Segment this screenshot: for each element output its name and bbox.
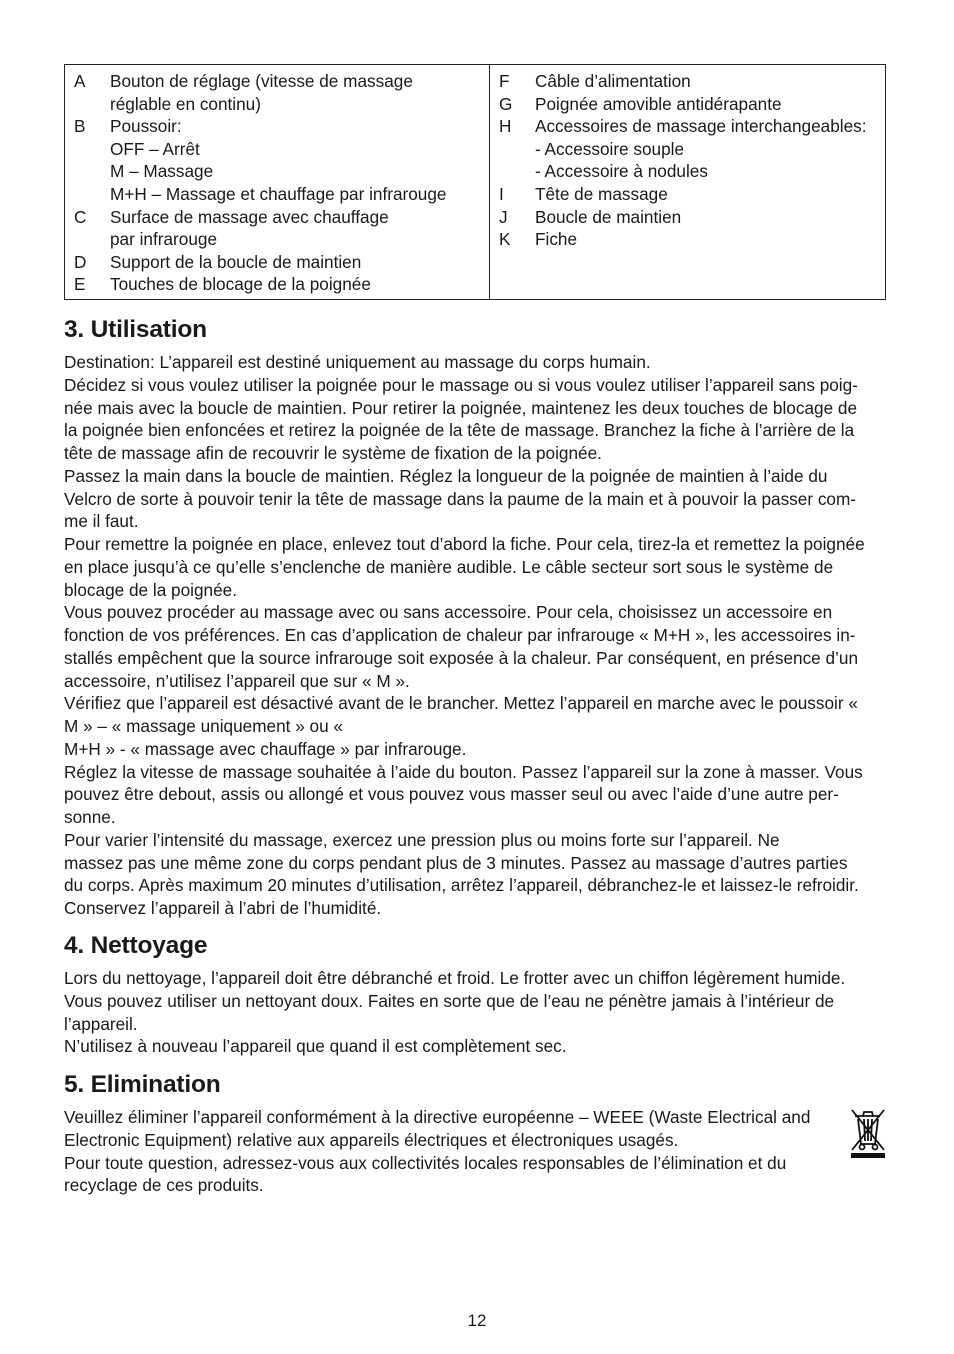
text-line: Pour remettre la poignée en place, enlevez tout d’abord la fiche. Pour cela, tirez-la et remettez la poignée: [64, 534, 865, 554]
text-line: Vérifiez que l’appareil est désactivé avant de le brancher. Mettez l’appareil en marche avec le poussoir «: [64, 693, 858, 714]
parts-item-text: Bouton de réglage (vitesse de massage: [110, 71, 413, 91]
parts-item-letter: A: [74, 71, 86, 91]
text-line: tête de massage afin de recouvrir le système de fixation de la poignée.: [64, 443, 602, 463]
parts-item-text: M – Massage: [110, 161, 214, 182]
section-title-utilisation: 3. Utilisation: [64, 316, 207, 343]
elimination-text: [64, 1106, 834, 1197]
section-title-elimination: 5. Elimination: [64, 1071, 221, 1098]
parts-item-letter: B: [74, 116, 86, 137]
page-number: 12: [467, 1311, 487, 1330]
text-line: Pour toute question, adressez-vous aux collectivités locales responsables de l’élimination et du: [64, 1152, 787, 1173]
text-line: Veuillez éliminer l’appareil conformément à la directive européenne – WEEE (Waste Electrical and: [64, 1107, 811, 1127]
crossed-out-wheelie-bin-icon: [849, 1107, 887, 1159]
text-line: Velcro de sorte à pouvoir tenir la tête de massage dans la paume de la main et à pouvoir la passer com-: [64, 488, 857, 509]
parts-item-letter: I: [499, 183, 504, 204]
parts-item: [74, 273, 481, 296]
parts-item-text: Câble d’alimentation: [535, 71, 691, 91]
parts-item: [74, 70, 481, 115]
nettoyage-text: [64, 967, 890, 1058]
text-line: Décidez si vous voulez utiliser la poignée pour le massage ou si vous voulez utiliser l’appareil sans poig-: [64, 374, 858, 395]
parts-item: [499, 115, 877, 183]
text-line: Pour varier l’intensité du massage, exercez une pression plus ou moins forte sur l’appareil. Ne: [64, 829, 780, 850]
text-line: Lors du nettoyage, l’appareil doit être débranché et froid. Le frotter avec un chiffon légèrement humide.: [64, 968, 846, 988]
text-line: N’utilisez à nouveau l’appareil que quand il est complètement sec.: [64, 1036, 567, 1057]
text-line: du corps. Après maximum 20 minutes d’utilisation, arrêtez l’appareil, débranchez-le et laissez-le refroidir.: [64, 875, 859, 896]
parts-item-letter: C: [74, 206, 87, 227]
text-line: Conservez l’appareil à l’abri de l’humidité.: [64, 898, 382, 918]
parts-item-text: - Accessoire souple: [535, 138, 685, 159]
text-line: Destination: L’appareil est destiné uniquement au massage du corps humain.: [64, 352, 651, 372]
parts-item-text: Fiche: [535, 229, 578, 250]
parts-item-letter: K: [499, 229, 511, 250]
parts-item-text: Poussoir:: [110, 116, 182, 137]
parts-item-text: - Accessoire à nodules: [535, 161, 708, 182]
parts-item-letter: J: [499, 206, 508, 227]
text-line: M » – « massage uniquement » ou «: [64, 716, 343, 736]
text-line: blocage de la poignée.: [64, 579, 237, 600]
parts-item-text: par infrarouge: [110, 229, 218, 250]
parts-item-text: Poignée amovible antidérapante: [535, 93, 782, 114]
text-line: sonne.: [64, 807, 116, 827]
text-line: recyclage de ces produits.: [64, 1175, 264, 1196]
text-line: Vous pouvez procéder au massage avec ou sans accessoire. Pour cela, choisissez un accessoire en: [64, 602, 833, 623]
parts-item: [74, 251, 481, 274]
text-line: massez pas une même zone du corps pendant plus de 3 minutes. Passez au massage d’autres parties: [64, 852, 848, 873]
parts-column-right: [490, 65, 885, 299]
parts-item: [499, 93, 877, 116]
text-line: Passez la main dans la boucle de maintien. Réglez la longueur de la poignée de maintien à l’aide du: [64, 465, 828, 486]
parts-item: [499, 206, 877, 229]
parts-item: [74, 115, 481, 205]
text-line: fonction de vos préférences. En cas d’application de chaleur par infrarouge « M+H », les accessoires in-: [64, 625, 856, 645]
text-line: accessoire, n’utilisez l’appareil que sur « M ».: [64, 670, 410, 691]
parts-table: [64, 64, 886, 300]
parts-item-text: OFF – Arrêt: [110, 138, 200, 159]
text-line: M+H » - « massage avec chauffage » par infrarouge.: [64, 738, 467, 759]
parts-item-letter: E: [74, 274, 86, 295]
parts-item-text: Surface de massage avec chauffage: [110, 206, 389, 227]
text-line: la poignée bien enfoncées et retirez la poignée de la tête de massage. Branchez la fiche à l’arrière de la: [64, 420, 855, 441]
section-title-nettoyage: 4. Nettoyage: [64, 932, 208, 959]
parts-item: [499, 183, 877, 206]
parts-item-text: Boucle de maintien: [535, 206, 682, 227]
parts-column-left: [65, 65, 490, 299]
parts-item-letter: G: [499, 93, 513, 114]
parts-item-text: Support de la boucle de maintien: [110, 251, 362, 272]
text-line: me il faut.: [64, 511, 139, 532]
parts-item: [499, 70, 877, 93]
parts-item-text: M+H – Massage et chauffage par infrarouge: [110, 183, 447, 204]
parts-item-letter: H: [499, 116, 512, 137]
parts-item-letter: F: [499, 71, 510, 91]
parts-item: [74, 206, 481, 251]
text-line: l’appareil.: [64, 1013, 138, 1034]
text-line: Electronic Equipment) relative aux appareils électriques et électroniques usagés.: [64, 1129, 679, 1150]
parts-item: [499, 228, 877, 251]
text-line: en place jusqu’à ce qu’elle s’enclenche de manière audible. Le câble secteur sort sous le système de: [64, 556, 834, 577]
text-line: Vous pouvez utiliser un nettoyant doux. Faites en sorte que de l’eau ne pénètre jamais à l’intérieur de: [64, 990, 835, 1011]
parts-item-letter: D: [74, 251, 87, 272]
text-line: pouvez être debout, assis ou allongé et vous pouvez vous masser seul ou avec l’aide d’une autre per-: [64, 784, 839, 805]
text-line: stallés empêchent que la source infrarouge soit exposée à la chaleur. Par conséquent, en présence d’un: [64, 647, 858, 668]
utilisation-text: [64, 351, 890, 920]
parts-item-text: Touches de blocage de la poignée: [110, 274, 371, 295]
parts-item-text: réglable en continu): [110, 93, 261, 114]
text-line: Réglez la vitesse de massage souhaitée à l’aide du bouton. Passez l’appareil sur la zone à masser. Vous: [64, 761, 863, 782]
parts-item-text: Tête de massage: [535, 183, 668, 204]
text-line: née mais avec la boucle de maintien. Pour retirer la poignée, maintenez les deux touches de blocage de: [64, 397, 858, 418]
parts-item-text: Accessoires de massage interchangeables:: [535, 116, 867, 137]
